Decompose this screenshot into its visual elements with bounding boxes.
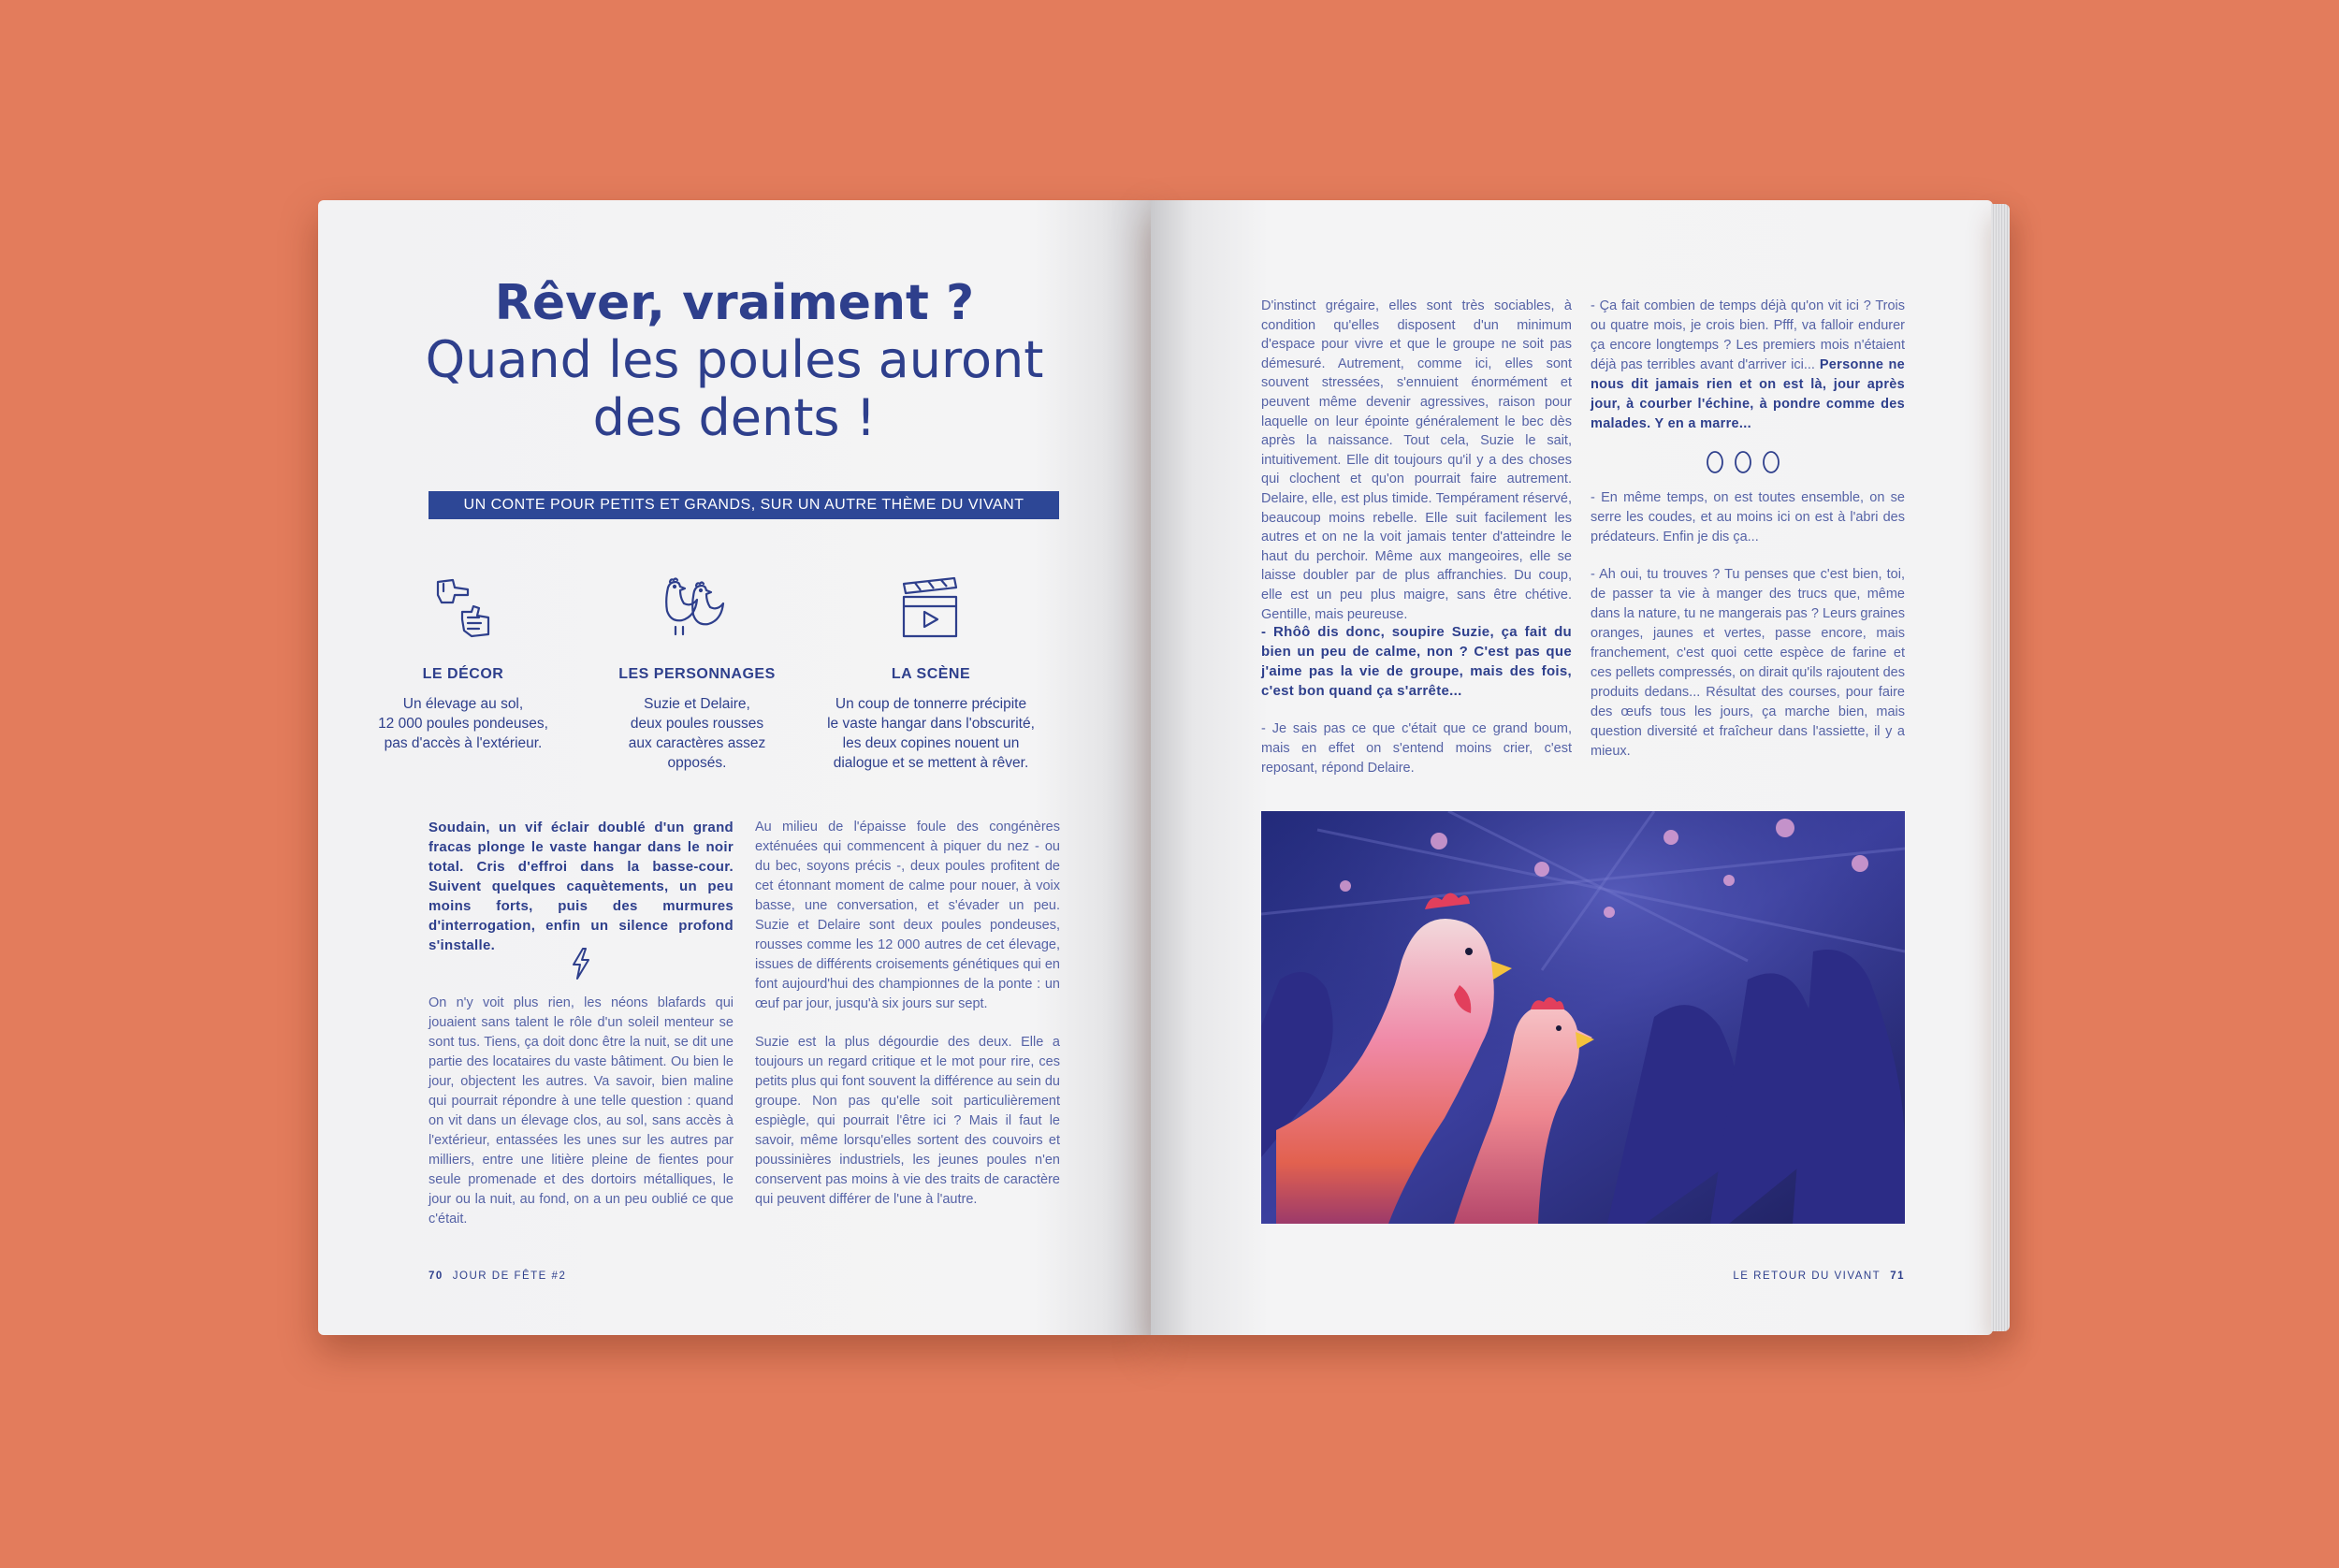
subtitle-banner: UN CONTE POUR PETITS ET GRANDS, SUR UN AUTRE THÈME DU VIVANT bbox=[429, 491, 1059, 519]
dialogue-bold: Personne ne nous dit jamais rien et on est là, jour après jour, à courber l'échine, à pondre comme des malades. Y en a marre... bbox=[1591, 357, 1905, 431]
desc-line: Suzie et Delaire, bbox=[644, 696, 750, 712]
clapperboard-icon bbox=[889, 574, 973, 644]
desc-decor bbox=[346, 694, 580, 753]
three-eggs-icon bbox=[1696, 449, 1790, 475]
title-line-3: des dents ! bbox=[592, 388, 877, 447]
paragraph-left-column: On n'y voit plus rien, les néons blafards qui jouaient sans talent le rôle d'un soleil menteur se sont tus. Tiens, ça doit donc être la nuit, se dit une partie des locataires du vaste bâtiment. Ou bien le jour, objectent les autres. Va savoir, bien maline qui pourrait répondre à une telle question : quand on vit dans un élevage clos, au sol, sans accès à l'extérieur, entassées les unes sur les autres par milliers, entre une litière pleine de fientes pour seule promenade et des dortoirs métalliques, le jour ou la nuit, au fond, on a un peu oublié ce que c'était. bbox=[429, 995, 734, 1227]
desc-scene bbox=[814, 694, 1048, 773]
label-scene: LA SCÈNE bbox=[891, 666, 971, 682]
section-title: LE RETOUR DU VIVANT bbox=[1733, 1270, 1881, 1282]
desc-line: 12 000 poules pondeuses, bbox=[378, 716, 548, 732]
label-decor: LE DÉCOR bbox=[422, 666, 504, 682]
dialogue-suzie: - Rhôô dis donc, soupire Suzie, ça fait du bien un peu de calme, non ? C'est pas que j'aime pas la vie de groupe, mais des fois, c'est bon quand ça s'arrête... bbox=[1261, 624, 1572, 699]
desc-characters bbox=[580, 694, 814, 773]
desc-line: le vaste hangar dans l'obscurité, bbox=[827, 716, 1035, 732]
label-characters: LES PERSONNAGES bbox=[618, 666, 776, 682]
column-scene bbox=[814, 574, 1048, 773]
paragraph-col2-1 bbox=[1591, 297, 1905, 434]
pointing-hands-icon bbox=[421, 574, 505, 644]
hens-in-dark-hangar-illustration bbox=[1261, 811, 1905, 1224]
left-page bbox=[318, 200, 1151, 1335]
paragraph-col2-3: - Ah oui, tu trouves ? Tu penses que c'est bien, toi, de passer ta vie à manger des trucs que, même dans la nature, tu ne mangerais pas ? Leurs graines oranges, jaunes et vertes, passe encore, mais franchement, c'est quoi cette espèce de farine et ces pellets compressés, on dirait qu'ils rajoutent des produits dedans... Résultat des courses, pour faire des œufs tous les jours, ça marche bien, mais question diversité et fraîcheur dans l'assiette, il y a mieux. bbox=[1591, 567, 1905, 759]
paragraph-col2-2: - En même temps, on est toutes ensemble, on se serre les coudes, et au moins ici on est à l'abri des prédateurs. Enfin je dis ça... bbox=[1591, 490, 1905, 544]
desc-line: deux poules rousses bbox=[630, 716, 764, 732]
desc-line: Un élevage au sol, bbox=[402, 696, 524, 712]
title-line-2: Quand les poules auront bbox=[425, 330, 1044, 389]
desc-line: pas d'accès à l'extérieur. bbox=[384, 735, 543, 751]
desc-line: opposés. bbox=[667, 755, 727, 771]
dialogue-delaire: - Je sais pas ce que c'était que ce grand boum, mais en effet on s'entend moins crier, c'est reposant, répond Delaire. bbox=[1261, 721, 1572, 776]
title-lines-2-3 bbox=[318, 331, 1151, 447]
paragraph-col1-1: D'instinct grégaire, elles sont très sociables, à condition qu'elles disposent d'un minimum d'espace pour vivre et que le groupe ne soit pas démesuré. Autrement, comme ici, elles sont souvent stressées, s'ennuient énormément et peuvent même devenir agressives, raison pour laquelle on leur épointe généralement le bec dès après la naissance. Tout cela, Suzie le sait, intuitivement. Elle dit toujours qu'il y a des choses qui clochent et qu'on pourrait faire autrement. Delaire, elle, est plus timide. Tempérament réservé, beaucoup moins rebelle. Elle suit facilement les autres et on ne la voit jamais tenter d'atteindre le haut du perchoir. Même aux mangeoires, elle se laisse doubler par de plus affranchies. Du coup, elle est un peu plus maigre, sans être chétive. Gentille, mais peureuse. bbox=[1261, 298, 1572, 622]
desc-line: Un coup de tonnerre précipite bbox=[835, 696, 1027, 712]
desc-line: les deux copines nouent un bbox=[842, 735, 1020, 751]
lightning-icon bbox=[569, 947, 593, 980]
column-characters bbox=[580, 574, 814, 773]
two-hens-icon bbox=[655, 574, 739, 644]
page-edges bbox=[1991, 204, 2010, 1331]
intro-paragraph: Soudain, un vif éclair doublé d'un grand fracas plonge le vaste hangar dans le noir total. Cris d'effroi dans la basse-cour. Suivent quelques caquètements, un peu moins forts, puis des murmures d'interrogation, enfin un silence profond s'installe. bbox=[429, 820, 734, 953]
paragraph-right-column-1: Au milieu de l'épaisse foule des congénères exténuées qui commencent à piquer du nez - ou du bec, soyons précis -, deux poules profitent de cet étonnant moment de calme pour nouer, à voix basse, une conversation, et s'évader un peu. Suzie et Delaire sont deux poules pondeuses, rousses comme les 12 000 autres de cet élevage, issues de différents croisements génétiques qui en font aujourd'hui des championnes de la ponte : un œuf par jour, jusqu'à six jours sur sept. bbox=[755, 820, 1060, 1011]
desc-line: aux caractères assez bbox=[628, 735, 766, 751]
page-number: 70 bbox=[429, 1270, 443, 1282]
right-page bbox=[1151, 200, 1993, 1335]
dialogue-regular: - Ça fait combien de temps déjà qu'on vit ici ? Trois ou quatre mois, je crois bien. Pfff, va falloir endurer ça encore longtemps ? Les premiers mois n'étaient déjà pas terribles avant d'arriver ici... bbox=[1591, 298, 1905, 372]
paragraph-right-column-2: Suzie est la plus dégourdie des deux. Elle a toujours un regard critique et le mot pour rire, ces petits plus qui font souvent la différence au sein du groupe. Non pas qu'elle soit particulièrement espiègle, qui pourrait l'être ici ? Mais il faut le savoir, même lorsqu'elles sortent des couvoirs et poussinières industriels, les jeunes poules n'en conservent pas moins à vie des traits de caractère qui peuvent différer de l'une à l'autre. bbox=[755, 1035, 1060, 1207]
desc-line: dialogue et se mettent à rêver. bbox=[833, 755, 1029, 771]
title-line-1: Rêver, vraiment ? bbox=[494, 275, 975, 331]
folio-right bbox=[1733, 1270, 1905, 1282]
column-decor bbox=[346, 574, 580, 753]
folio-left bbox=[429, 1270, 566, 1282]
magazine-title: JOUR DE FÊTE #2 bbox=[452, 1270, 567, 1282]
page-number: 71 bbox=[1890, 1270, 1905, 1282]
